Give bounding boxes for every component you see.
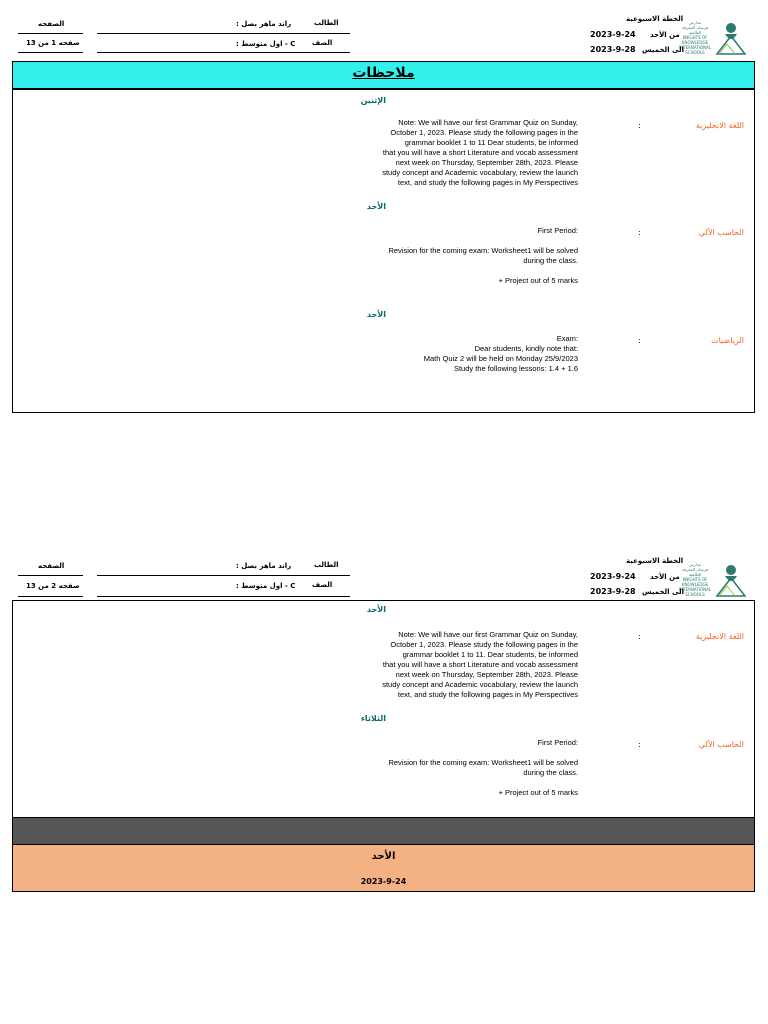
entry-day: الإثنين [360, 96, 386, 105]
to-date: 2023-9-28 [590, 587, 636, 596]
entry-day: الثلاثاء [360, 714, 386, 723]
to-label: الى الخميس [642, 588, 685, 596]
entry-text-math: Exam: Dear students, kindly note that: Math Quiz 2 will be held on Monday 25/9/2023 Study the following lessons: 1.4 + 1.6 [423, 334, 578, 373]
entry-colon: : [638, 336, 641, 345]
notes-bar [12, 61, 755, 89]
class-label: الصف [312, 581, 333, 589]
entry-day: الأحد [366, 310, 386, 319]
entry-day: الأحد [366, 605, 386, 614]
notes-title: ملاحظات [352, 65, 415, 81]
school-logo [679, 14, 765, 56]
from-date: 2023-9-24 [590, 572, 636, 581]
entry-day: الأحد [366, 202, 386, 211]
student-value: : راند ماهر بصل [236, 20, 292, 28]
from-label: من الأحد [650, 31, 680, 39]
student-label: الطالب [314, 19, 339, 27]
page-label: الصفحه [38, 562, 65, 570]
page-number: صفحه 1 من 13 [26, 39, 80, 47]
page-label: الصفحه [38, 20, 65, 28]
plan-title: الخطة الاسبوعية [626, 557, 684, 565]
entry-colon: : [638, 121, 641, 130]
logo-wordmark: مدارس فرسان المعرفة العالمية KNIGHTS OF KNOWLEDGE INTERNATIONAL SCHOOLS [679, 562, 712, 597]
from-label: من الأحد [650, 573, 680, 581]
class-value: : اول متوسط - C [236, 582, 296, 590]
entry-subject-english: اللغة الانجليزية [695, 121, 744, 130]
day-section-title: الأحد [371, 851, 396, 862]
section-divider-bar [12, 817, 755, 845]
day-section-header [12, 844, 755, 892]
page-number: صفحه 2 من 13 [26, 582, 80, 590]
entry-text-english: Note: We will have our first Grammar Quiz on Sunday, October 1, 2023. Please study the following pages in the grammar booklet 1 to 11. Dear students, be informed that you will have a short Literature and vocab assessment next week on Thursday, September 28th, 2023. Please study concept and Academic vocabulary, review the launch text, and study the following pages in My Perspectives [382, 630, 578, 699]
to-date: 2023-9-28 [590, 45, 636, 54]
entry-colon: : [638, 632, 641, 641]
day-section-date: 2023-9-24 [360, 877, 407, 886]
entry-text-computer: First Period: Revision for the coming exam: Worksheet1 will be solved during the class. + Project out of 5 marks [388, 738, 578, 797]
entry-subject-computer: الحاسب الآلي [698, 228, 744, 237]
plan-title: الخطة الاسبوعية [626, 15, 684, 23]
class-label: الصف [312, 39, 333, 47]
to-label: الى الخميس [642, 46, 685, 54]
entry-subject-math: الرياضيات [711, 336, 744, 345]
class-value: : اول متوسط - C [236, 40, 296, 48]
logo-wordmark: مدارس فرسان المعرفة العالمية KNIGHTS OF KNOWLEDGE INTERNATIONAL SCHOOLS [679, 20, 712, 55]
entry-text-computer: First Period: Revision for the coming exam: Worksheet1 will be solved during the class. + Project out of 5 marks [388, 226, 578, 285]
school-logo [679, 556, 765, 598]
entry-subject-english: اللغة الانجليزية [695, 632, 744, 641]
entry-text-english: Note: We will have our first Grammar Quiz on Sunday, October 1, 2023. Please study the following pages in the grammar booklet 1 to 11 Dear students, be informed that you will have a short Literature and vocab assessment next week on Thursday, September 28th, 2023. Please study concept and Academic vocabulary, review the launch text, and study the following pages in My Perspectives [382, 118, 578, 187]
student-label: الطالب [314, 561, 339, 569]
entry-colon: : [638, 228, 641, 237]
entry-subject-computer: الحاسب الآلي [698, 740, 744, 749]
from-date: 2023-9-24 [590, 30, 636, 39]
student-value: : راند ماهر بصل [236, 562, 292, 570]
entry-colon: : [638, 740, 641, 749]
